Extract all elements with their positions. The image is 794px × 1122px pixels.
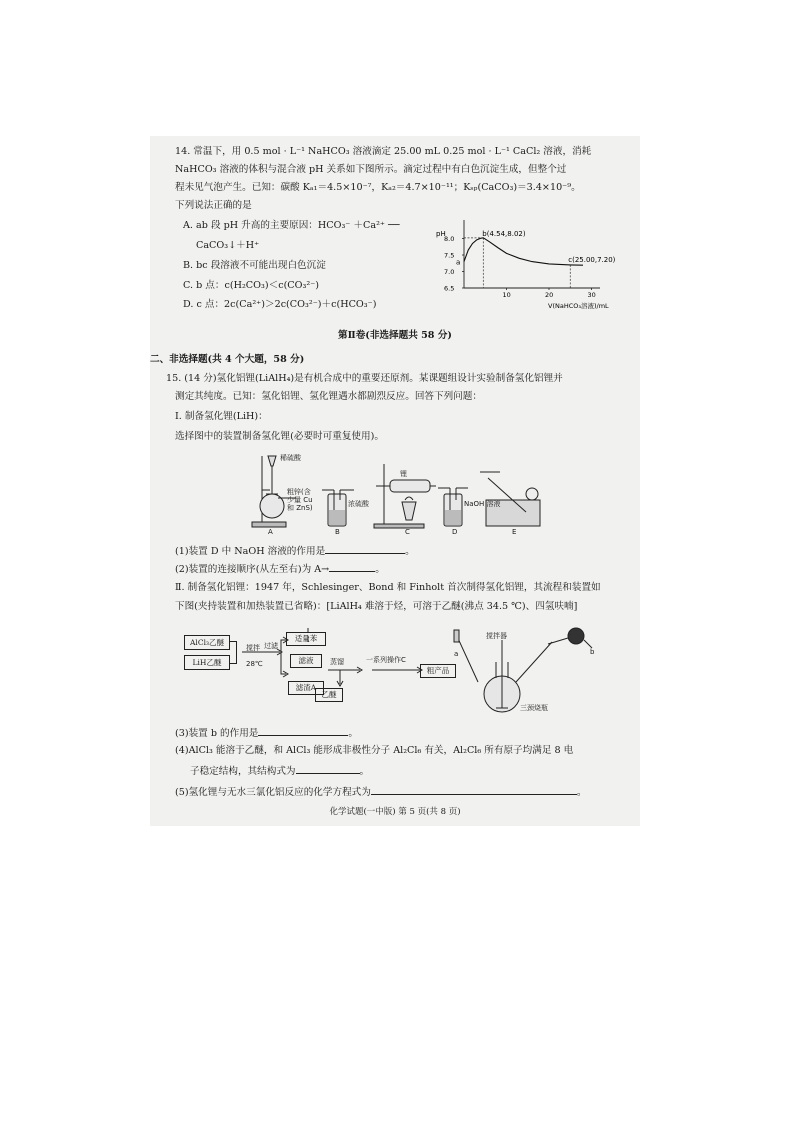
answer-blank-4[interactable] <box>296 764 360 774</box>
flow-box-lih: LiH乙醚 <box>184 655 230 670</box>
label-lithium: 锂 <box>400 470 407 478</box>
label-d: D <box>452 528 458 536</box>
section-title: 二、非选择题(共 4 个大题，58 分) <box>150 354 305 365</box>
label-conc-acid: 浓硫酸 <box>348 500 369 508</box>
q14-option-a-cont: CaCO₃↓＋H⁺ <box>196 240 260 251</box>
flow-filter: 过滤 <box>264 642 278 650</box>
q14-option-d: D. c 点：2c(Ca²⁺)＞2c(CO₃²⁻)＋c(HCO₃⁻) <box>183 299 377 310</box>
label-dilute-acid: 稀硫酸 <box>280 454 301 462</box>
label-setup-b: b <box>590 648 595 656</box>
q15-part1-desc: 选择图中的装置制备氢化锂(必要时可重复使用)。 <box>175 431 384 442</box>
ph-titration-chart <box>430 216 626 314</box>
x-tick-label-1: 20 <box>545 291 554 299</box>
answer-blank-5[interactable] <box>371 785 577 795</box>
x-axis-label: V(NaHCO₃溶液)/mL <box>548 302 609 310</box>
label-b: B <box>335 528 340 536</box>
q15-sub1: (1)装置 D 中 NaOH 溶液的作用是 。 <box>175 546 415 557</box>
q15-part2-line1: Ⅱ. 制备氢化铝锂：1947 年，Schlesinger、Bond 和 Finholt 首次制得氢化铝锂，其流程和装置如 <box>175 582 601 593</box>
label-naoh: NaOH 溶液 <box>464 500 501 508</box>
label-crude-zinc-2: 少量 Cu <box>287 496 313 504</box>
flow-box-residue: 滤渣A <box>288 681 324 695</box>
q14-line1: 14. 常温下，用 0.5 mol · L⁻¹ NaHCO₃ 溶液滴定 25.00 mL 0.25 mol · L⁻¹ CaCl₂ 溶液，消耗 <box>175 146 592 157</box>
q15-part1-title: Ⅰ. 制备氢化锂(LiH)： <box>175 411 268 422</box>
apparatus-e <box>480 472 540 526</box>
q15-line1: 15. (14 分)氢化铝锂(LiAlH₄)是有机合成中的重要还原剂。某课题组设计实验制备氢化铝锂并 <box>166 373 563 384</box>
q14-option-a: A. ab 段 pH 升高的主要原因：HCO₃⁻ ＋Ca²⁺ ── <box>183 220 400 231</box>
point-b-label: b(4.54,8.02) <box>482 229 526 238</box>
label-stirrer: 搅拌器 <box>486 632 507 640</box>
y-tick-label-0: 6.5 <box>444 284 455 293</box>
flow-box-benzene: 适量苯 <box>286 632 326 646</box>
label-a: A <box>268 528 273 536</box>
y-tick-label-3: 8.0 <box>444 235 455 243</box>
y-tick-label-2: 7.5 <box>444 251 455 260</box>
answer-blank-1[interactable] <box>325 544 405 554</box>
label-flask: 三颈烧瓶 <box>520 704 548 712</box>
x-tick-label-0: 10 <box>502 291 511 299</box>
q15-sub5: (5)氢化锂与无水三氯化铝反应的化学方程式为 。 <box>175 787 587 798</box>
q14-line4: 下列说法正确的是 <box>175 200 252 211</box>
flow-bracket <box>230 641 237 664</box>
flow-temp: 28℃ <box>246 660 263 668</box>
y-axis-label: pH <box>436 230 446 238</box>
q15-sub2: (2)装置的连接顺序(从左至右)为 A→ 。 <box>175 564 385 575</box>
q14-option-b: B. bc 段溶液不可能出现白色沉淀 <box>183 260 326 271</box>
q15-part2-line2: 下图(夹持装置和加热装置已省略)：[LiAlH₄ 难溶于烃，可溶于乙醚(沸点 34.5 ℃)、四氢呋喃] <box>175 601 578 612</box>
q15-sub4-line2: 子稳定结构，其结构式为 。 <box>190 766 370 777</box>
x-tick-label-2: 30 <box>587 291 596 299</box>
flow-box-ether: 乙醚 <box>315 688 343 702</box>
flow-operation-c: 一系列操作C <box>366 656 406 664</box>
flow-stir: 搅拌 <box>246 644 260 652</box>
flow-distill: 蒸馏 <box>330 658 344 666</box>
label-crude-zinc-3: 和 ZnS) <box>287 504 313 512</box>
y-tick-label-1: 7.0 <box>444 268 455 276</box>
apparatus-b <box>322 490 354 526</box>
q15-line2: 测定其纯度。已知：氢化铝锂、氢化锂遇水都剧烈反应。回答下列问题： <box>175 391 482 402</box>
page-footer: 化学试题(一中版) 第 5 页(共 8 页) <box>329 807 461 817</box>
label-e: E <box>512 528 517 536</box>
flow-box-crude: 粗产品 <box>420 664 456 678</box>
point-c-label: c(25.00,7.20) <box>568 255 616 264</box>
section-header: 第Ⅱ卷(非选择题共 58 分) <box>338 330 452 341</box>
answer-blank-3[interactable] <box>258 726 348 736</box>
label-setup-a: a <box>454 650 459 658</box>
q14-line3: 程未见气泡产生。已知：碳酸 Kₐ₁＝4.5×10⁻⁷，Kₐ₂＝4.7×10⁻¹¹；Kₛₚ(CaCO₃)＝3.4×10⁻⁹。 <box>175 182 581 193</box>
q14-line2: NaHCO₃ 溶液的体积与混合液 pH 关系如下图所示。滴定过程中有白色沉淀生成，但整个过 <box>175 164 567 175</box>
ph-curve <box>464 238 583 265</box>
q14-option-c: C. b 点：c(H₂CO₃)＜c(CO₃²⁻) <box>183 280 320 291</box>
answer-blank-2[interactable] <box>329 562 375 572</box>
label-crude-zinc: 粗锌(含 <box>287 488 311 496</box>
flow-box-filtrate: 滤液 <box>290 654 322 668</box>
point-a-label: a <box>456 258 461 267</box>
flow-box-alcl3: AlCl₃乙醚 <box>184 635 230 650</box>
q15-sub4-line1: (4)AlCl₃ 能溶于乙醚，和 AlCl₃ 能形成非极性分子 Al₂Cl₆ 有关，Al₂Cl₆ 所有原子均满足 8 电 <box>175 745 574 756</box>
q15-sub3: (3)装置 b 的作用是 。 <box>175 728 358 739</box>
label-c: C <box>405 528 410 536</box>
